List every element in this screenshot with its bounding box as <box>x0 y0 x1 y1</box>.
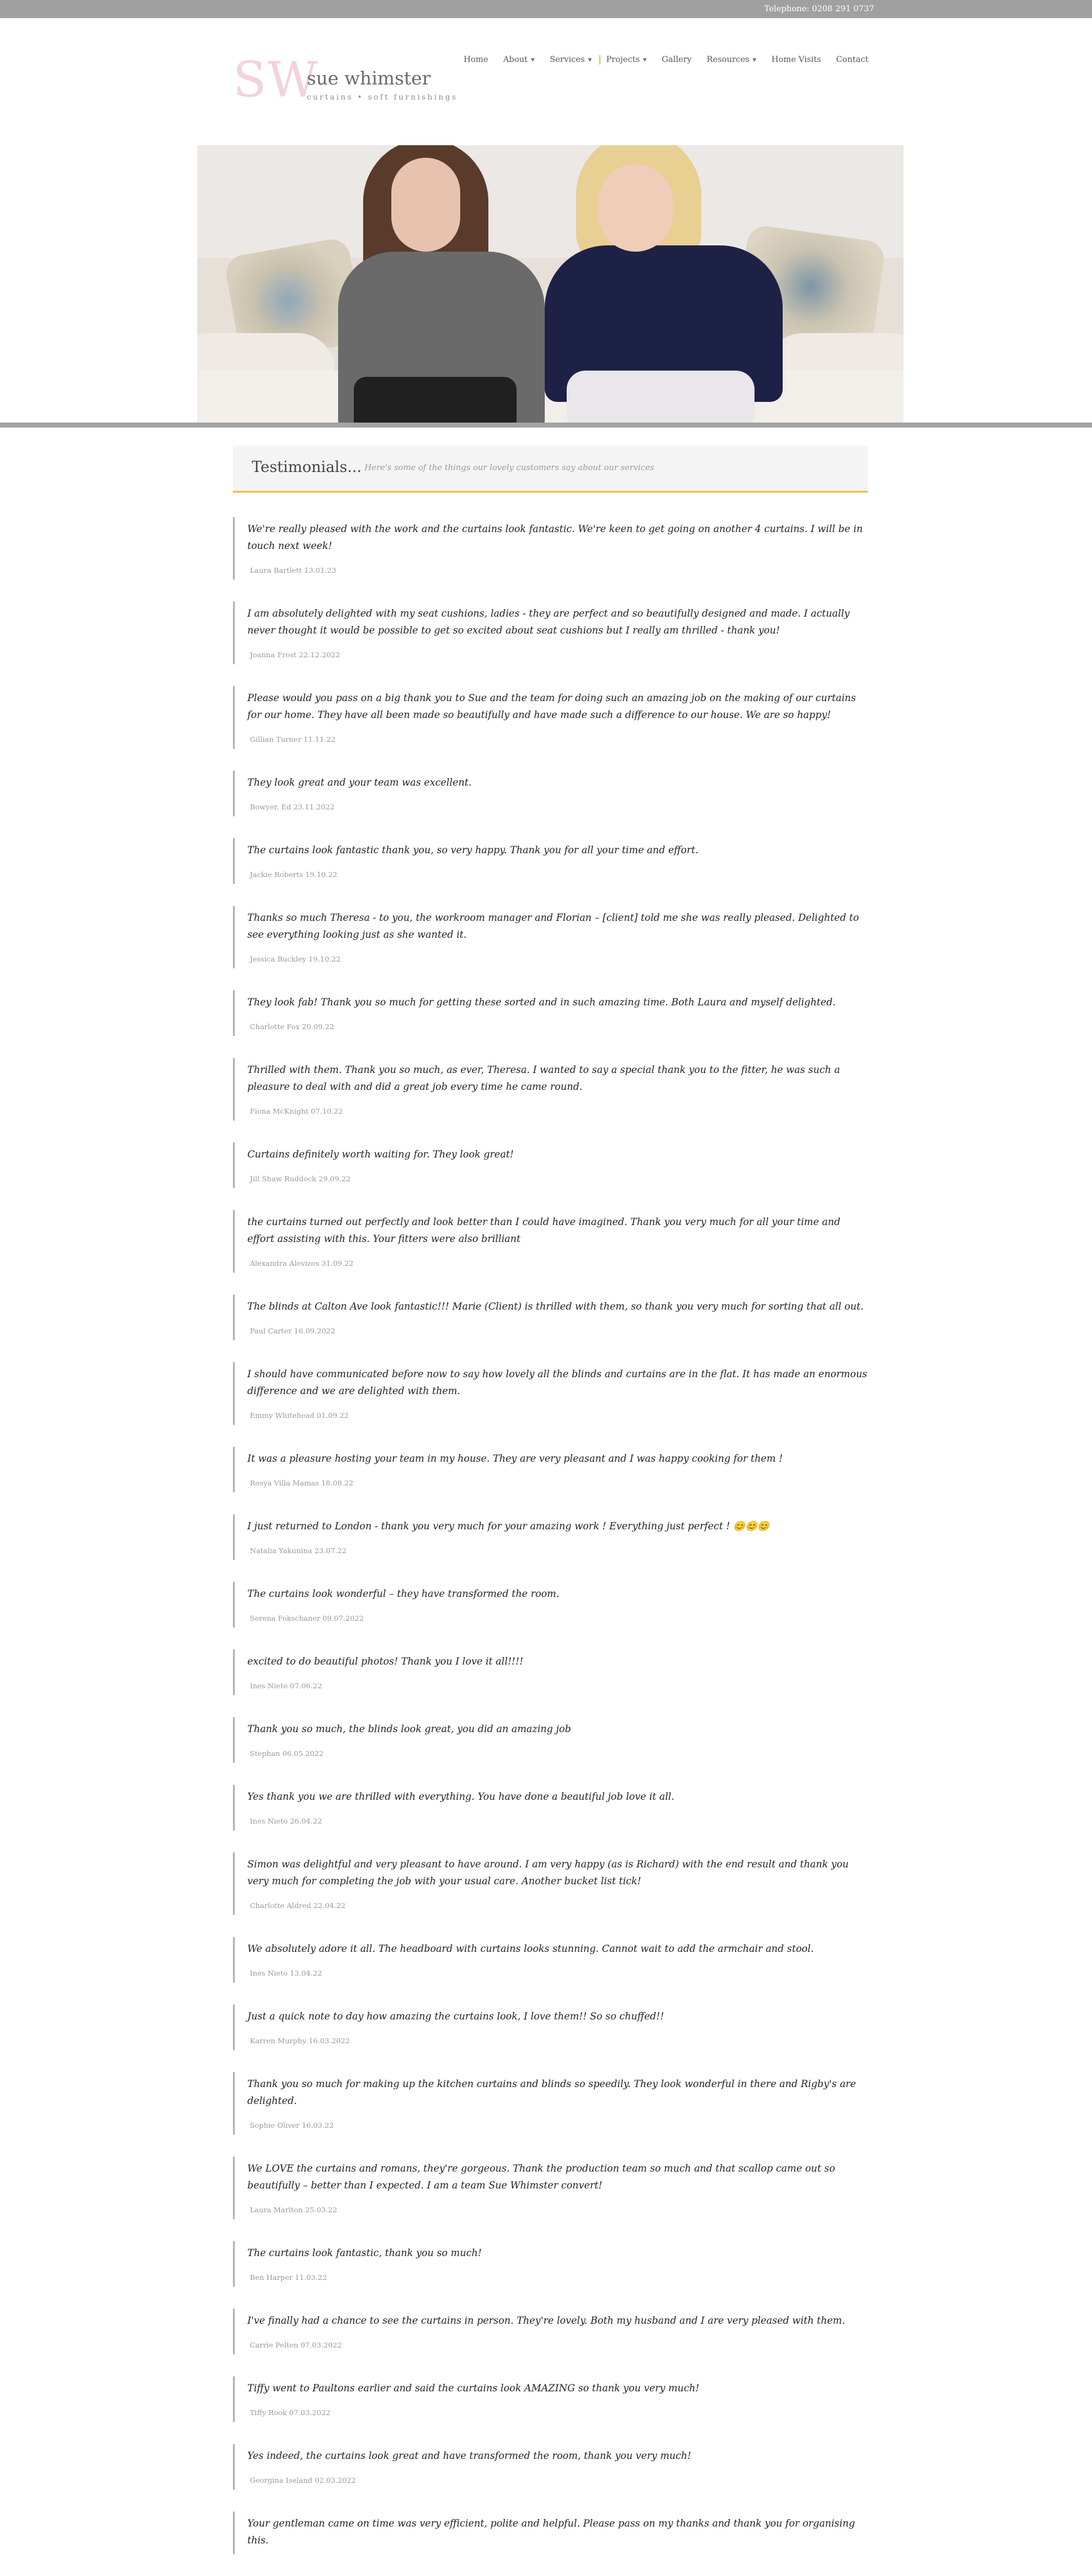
logo-name: sue whimster <box>307 68 431 89</box>
hero-divider <box>0 423 1092 428</box>
testimonial <box>233 2004 868 2050</box>
testimonial <box>233 1717 868 1763</box>
nav-item-label: Projects <box>606 55 640 64</box>
testimonial-author: Ben Harper 11.03.22 <box>250 2273 327 2282</box>
testimonial-author: Laura Bartlett 13.01.23 <box>250 566 336 575</box>
testimonial-quote <box>247 1450 868 1467</box>
testimonial-quote-text: excited to do beautiful photos! Thank you I love it all!!!! <box>247 1656 523 1667</box>
testimonial-author: Natalia Yakunina 23.07.22 <box>250 1546 347 1555</box>
nav-item-gallery[interactable] <box>662 55 692 64</box>
testimonial <box>233 686 868 749</box>
testimonial-quote <box>247 605 868 639</box>
testimonial-quote-text: The curtains look wonderful – they have transformed the room. <box>247 1588 560 1599</box>
testimonial-quote-text: Thank you so much for making up the kitchen curtains and blinds so speedily. They look wonderful in there and Rigby's are delighted. <box>247 2078 857 2106</box>
chevron-down-icon: ▼ <box>642 57 647 63</box>
testimonial <box>233 2309 868 2354</box>
testimonial-quote-text: Thanks so much Theresa - to you, the workroom manager and Florian – [client] told me she was really pleased. Delighted to see everything looking just as she wanted it. <box>247 912 859 940</box>
testimonial <box>233 2444 868 2490</box>
testimonial <box>233 1142 868 1188</box>
testimonial-list <box>233 517 868 2576</box>
testimonial-quote-text: Simon was delightful and very pleasant to have around. I am very happy (as is Richard) with the end result and thank you very much for completing the job with your usual care. Another bucket list tick! <box>247 1859 849 1887</box>
nav-item-contact[interactable] <box>836 55 868 64</box>
site-logo[interactable] <box>233 52 471 111</box>
testimonial-author: Georgina Iseland 02.03.2022 <box>250 2476 356 2485</box>
testimonial-quote-text: The curtains look fantastic thank you, so very happy. Thank you for all your time and effort. <box>247 844 699 856</box>
testimonial-quote-text: Tiffy went to Paultons earlier and said the curtains look AMAZING so thank you very much! <box>247 2383 699 2394</box>
testimonial <box>233 1362 868 1425</box>
nav-item-home-visits[interactable] <box>771 55 821 64</box>
testimonial-author: Serena Fokschaner 09.07.2022 <box>250 1614 364 1623</box>
nav-item-label: Home <box>463 55 488 64</box>
testimonial <box>233 517 868 580</box>
testimonial <box>233 838 868 884</box>
testimonial-author: Rosya Villa Mamas 18.08.22 <box>250 1479 354 1487</box>
testimonial-quote <box>247 2448 868 2465</box>
testimonial-quote <box>247 994 868 1011</box>
nav-item-label: Gallery <box>661 55 692 64</box>
testimonial-quote <box>247 1586 868 1603</box>
testimonial-quote <box>247 1298 868 1315</box>
chevron-down-icon: ▼ <box>587 57 592 63</box>
testimonial <box>233 602 868 664</box>
nav-item-label: About <box>503 55 528 64</box>
testimonial-quote-text: Thank you so much, the blinds look great, you did an amazing job <box>247 1723 572 1735</box>
testimonial-quote-text: The curtains look fantastic, thank you so much! <box>247 2247 482 2259</box>
testimonial-quote <box>247 1941 868 1958</box>
testimonial-quote-text: Yes indeed, the curtains look great and have transformed the room, thank you very much! <box>247 2450 691 2461</box>
page-subtitle: Here's some of the things our lovely customers say about our services <box>364 463 654 473</box>
nav-item-projects[interactable] <box>599 55 647 64</box>
testimonial-author: Gillian Turner 11.11.22 <box>250 735 336 744</box>
testimonial-quote <box>247 2380 868 2397</box>
testimonial-quote <box>247 2008 868 2025</box>
testimonial <box>233 1447 868 1492</box>
testimonial-quote-text: I am absolutely delighted with my seat cushions, ladies - they are perfect and so beautifully designed and made. I actually never thought it would be possible to get so excited about seat cushions but I really am thrilled - thank you! <box>247 608 850 636</box>
testimonial-quote-text: Please would you pass on a big thank you to Sue and the team for doing such an amazing job on the making of our curtains for our home. They have all been made so beautifully and have made such a difference to our house. We are so happy! <box>247 692 856 721</box>
testimonial-quote-text: Thrilled with them. Thank you so much, as ever, Theresa. I wanted to say a special thank you to the fitter, he was such a pleasure to deal with and did a great job every time he came round. <box>247 1064 840 1092</box>
testimonial-quote-text: Just a quick note to day how amazing the curtains look, I love them!! So so chuffed!! <box>247 2011 664 2022</box>
nav-item-about[interactable] <box>503 55 535 64</box>
testimonial-quote <box>247 910 868 943</box>
testimonial <box>233 1058 868 1121</box>
testimonial-quote <box>247 690 868 724</box>
testimonial-author: Charlotte Aldred 22.04.22 <box>250 1901 346 1910</box>
testimonial <box>233 1852 868 1915</box>
testimonial-quote <box>247 1788 868 1805</box>
testimonial <box>233 2072 868 2135</box>
testimonial-quote-text: It was a pleasure hosting your team in my house. They are very pleasant and I was happy cooking for them ! <box>247 1453 783 1464</box>
testimonial-quote-text: Curtains definitely worth waiting for. They look great! <box>247 1149 514 1160</box>
testimonial-quote <box>247 1366 868 1400</box>
testimonial-author: Fiona McKnight 07.10.22 <box>250 1107 343 1116</box>
main-navigation <box>448 55 868 64</box>
nav-item-resources[interactable] <box>707 55 756 64</box>
testimonial-author: Bowyer, Ed 23.11.2022 <box>250 803 335 811</box>
testimonial-quote-text: Yes thank you we are thrilled with everything. You have done a beautiful job love it all. <box>247 1791 675 1802</box>
testimonial-quote-text: We absolutely adore it all. The headboard with curtains looks stunning. Cannot wait to add the armchair and stool. <box>247 1943 814 1954</box>
testimonial-quote <box>247 842 868 859</box>
chevron-down-icon: ▼ <box>530 57 535 63</box>
nav-item-label: Resources <box>706 55 749 64</box>
testimonial-author: Joanna Frost 22.12.2022 <box>250 650 341 659</box>
testimonial-quote <box>247 1721 868 1738</box>
testimonial-author: Ines Nieto 26.04.22 <box>250 1817 322 1825</box>
testimonial-quote <box>247 1214 868 1248</box>
nav-item-label: Home Visits <box>771 55 822 64</box>
testimonial <box>233 771 868 816</box>
testimonial-author: Emmy Whitehead 01.09.22 <box>250 1411 349 1420</box>
testimonial-quote <box>247 1518 868 1535</box>
testimonial <box>233 2512 868 2554</box>
testimonial-quote-text: We LOVE the curtains and romans, they're gorgeous. Thank the production team so much and that scallop came out so beautifully – better than I expected. I am a team Sue Whimster convert! <box>247 2163 835 2191</box>
testimonial-author: Carrie Pelten 07.03.2022 <box>250 2341 342 2349</box>
testimonial-quote <box>247 1653 868 1670</box>
testimonial-quote-text: I should have communicated before now to say how lovely all the blinds and curtains are in the flat. It has made an enormous difference and we are delighted with them. <box>247 1368 868 1397</box>
testimonial-author: Laura Marlton 25.03.22 <box>250 2205 337 2214</box>
testimonial-author: Ines Nieto 13.04.22 <box>250 1969 322 1978</box>
testimonial-author: Karren Murphy 16.03.2022 <box>250 2036 350 2045</box>
testimonial <box>233 1582 868 1628</box>
testimonial-author: Sophie Oliver 16.03.22 <box>250 2121 334 2130</box>
testimonial <box>233 1514 868 1560</box>
testimonial-author: Tiffy Rook 07.03.2022 <box>250 2408 331 2417</box>
testimonial-quote-text: I've finally had a chance to see the curtains in person. They're lovely. Both my husband and I are very pleased with them. <box>247 2315 845 2326</box>
testimonial-quote-text: the curtains turned out perfectly and look better than I could have imagined. Thank you very much for all your time and effort assisting with this. Your fitters were also brilliant <box>247 1216 840 1244</box>
testimonial-quote-text: Your gentleman came on time was very efficient, polite and helpful. Please pass on my thanks and thank you for organising this. <box>247 2518 855 2546</box>
logo-tagline: curtains • soft furnishings <box>307 93 458 101</box>
nav-item-services[interactable] <box>550 55 592 64</box>
testimonial-author: Paul Carter 16.09.2022 <box>250 1326 336 1335</box>
testimonial-author: Jessica Buckley 19.10.22 <box>250 955 341 963</box>
testimonial <box>233 1210 868 1273</box>
nav-item-home[interactable] <box>463 55 488 64</box>
page-header <box>233 446 868 493</box>
testimonial <box>233 2241 868 2287</box>
testimonial-quote <box>247 521 868 555</box>
testimonial-author: Alexandra Alevizos 31.09.22 <box>250 1259 354 1268</box>
testimonial <box>233 906 868 968</box>
testimonial <box>233 2376 868 2422</box>
testimonial-quote <box>247 1146 868 1163</box>
testimonial <box>233 1937 868 1983</box>
testimonial-quote <box>247 1062 868 1096</box>
testimonial-author: Jackie Roberts 19.10.22 <box>250 870 337 879</box>
testimonial-quote <box>247 2076 868 2110</box>
smile-emoji-icon: 😊😊😊 <box>733 1521 770 1532</box>
testimonial <box>233 1785 868 1830</box>
testimonial-author: Ines Nieto 07.06.22 <box>250 1681 322 1690</box>
hero-image <box>197 145 904 423</box>
top-bar <box>0 0 1092 18</box>
chevron-down-icon: ▼ <box>752 57 756 63</box>
page-title: Testimonials... <box>252 458 362 476</box>
testimonial-quote <box>247 2515 868 2549</box>
testimonial-author: Charlotte Fox 20.09.22 <box>250 1022 334 1031</box>
phone-number[interactable]: Telephone: 0208 291 0737 <box>764 4 874 14</box>
testimonial-quote <box>247 2312 868 2329</box>
testimonial-quote <box>247 2245 868 2262</box>
logo-monogram: SW <box>233 52 319 108</box>
testimonial-quote-text: I just returned to London - thank you very much for your amazing work ! Everything just perfect ! <box>247 1521 730 1532</box>
nav-item-label: Contact <box>836 55 868 64</box>
testimonial-quote-text: The blinds at Calton Ave look fantastic!!! Marie (Client) is thrilled with them, so thank you very much for sorting that all out. <box>247 1301 864 1312</box>
testimonial-quote-text: We're really pleased with the work and the curtains look fantastic. We're keen to get going on another 4 curtains. I will be in touch next week! <box>247 523 863 552</box>
testimonial <box>233 1650 868 1695</box>
testimonial-quote <box>247 774 868 791</box>
nav-item-label: Services <box>549 55 585 64</box>
testimonial-quote <box>247 2160 868 2194</box>
testimonial <box>233 2157 868 2219</box>
testimonial <box>233 1295 868 1340</box>
testimonial-quote-text: They look fab! Thank you so much for getting these sorted and in such amazing time. Both Laura and myself delighted. <box>247 997 836 1008</box>
testimonial-author: Jill Shaw Ruddock 29.09.22 <box>250 1174 351 1183</box>
testimonial-author: Stephan 06.05.2022 <box>250 1749 324 1758</box>
testimonial-quote <box>247 1856 868 1890</box>
testimonial <box>233 990 868 1036</box>
testimonial-quote-text: They look great and your team was excellent. <box>247 777 472 788</box>
